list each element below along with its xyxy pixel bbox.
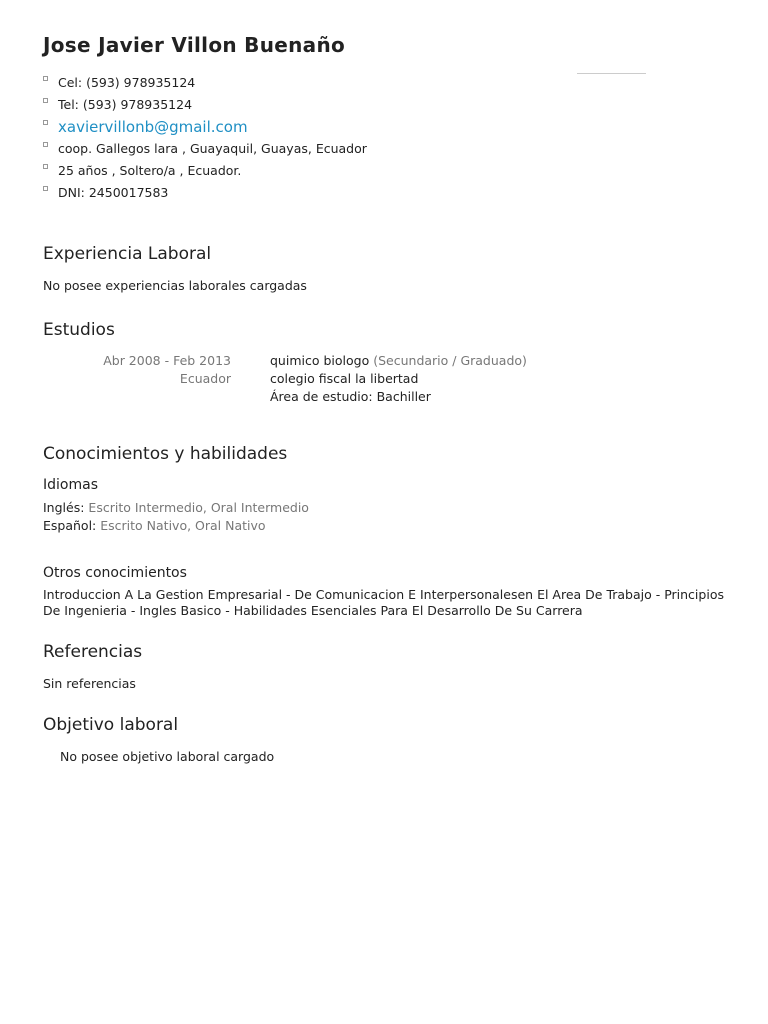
other-knowledge-title: Otros conocimientos [43,565,187,581]
languages-title: Idiomas [43,477,98,493]
candidate-name: Jose Javier Villon Buenaño [43,33,346,57]
contact-cel-text: Cel: (593) 978935124 [58,75,196,90]
contact-item-address [43,138,367,160]
other-knowledge-text: Introduccion A La Gestion Empresarial - De Comunicacion E Interpersonalesen El Area De Trabajo - Principios De Ingenieria - Ingles Basico - Habilidades Esenciales Para El Desarrollo De Su Carrera [43,587,724,618]
email-link[interactable]: xaviervillonb@gmail.com [58,118,248,136]
bullet-icon [43,98,48,103]
objective-text: No posee objetivo laboral cargado [60,749,275,764]
study-level: (Secundario / Graduado) [373,353,527,368]
language-spanish-value: Escrito Nativo, Oral Nativo [100,518,266,533]
language-english [43,500,309,515]
study-country: Ecuador [179,371,231,386]
study-degree: quimico biologo [270,353,370,368]
bullet-icon [43,76,48,81]
contact-item-cel [43,72,367,94]
language-english-label: Inglés: [43,500,85,515]
bullet-icon [43,142,48,147]
objective-title: Objetivo laboral [43,715,179,735]
contact-address-text: coop. Gallegos lara , Guayaquil, Guayas, Ecuador [58,141,367,156]
language-spanish-label: Español: [43,518,97,533]
contact-item-email [43,116,367,138]
contact-personal-text: 25 años , Soltero/a , Ecuador. [58,163,242,178]
bullet-icon [43,120,48,125]
contact-item-dni [43,182,367,204]
language-english-value: Escrito Intermedio, Oral Intermedio [88,500,309,515]
skills-title: Conocimientos y habilidades [43,444,288,464]
photo-divider [577,73,646,74]
bullet-icon [43,164,48,169]
study-entry [43,352,723,406]
study-institution: colegio fiscal la libertad [270,371,419,386]
references-text: Sin referencias [43,676,136,691]
experience-title: Experiencia Laboral [43,244,212,264]
studies-title: Estudios [43,320,115,340]
contact-item-personal [43,160,367,182]
contact-tel-text: Tel: (593) 978935124 [58,97,193,112]
references-title: Referencias [43,642,143,662]
language-spanish [43,518,266,533]
contact-list [43,72,367,204]
experience-text: No posee experiencias laborales cargadas [43,278,307,293]
bullet-icon [43,186,48,191]
study-area: Área de estudio: Bachiller [270,389,431,404]
contact-dni-text: DNI: 2450017583 [58,185,169,200]
contact-item-tel [43,94,367,116]
study-dates: Abr 2008 - Feb 2013 [103,353,231,368]
